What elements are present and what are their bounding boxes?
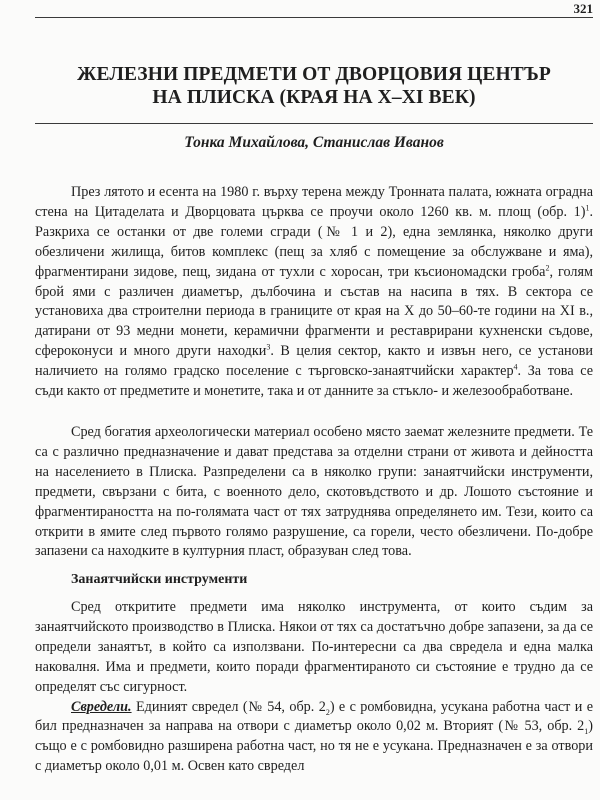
- title-line-1: ЖЕЛЕЗНИ ПРЕДМЕТИ ОТ ДВОРЦОВИЯ ЦЕНТЪР: [77, 64, 551, 85]
- article-title: [35, 63, 593, 109]
- text-span: През лятото и есента на 1980 г. върху терена между Тронната палата, южната оградна стена на Цитаделата и Дворцовата църква се проучи около 1260 кв. м. площ (обр. 1): [35, 184, 593, 220]
- figure-subscript: 1: [584, 727, 589, 737]
- section-heading: Занаятчийски инструменти: [71, 572, 248, 587]
- text-span: ) е с ромбовидна, усукана работна част и е бил предназначен за направа на отвори с диаметър около 0,02 м. Вторият (№ 53, обр. 2: [35, 698, 593, 735]
- paragraph-4: [35, 698, 593, 778]
- running-header: [35, 0, 593, 18]
- footnote-ref[interactable]: 3: [266, 342, 271, 352]
- text-span: . Разкриха се останки от две големи сгради (№ 1 и 2), една землянка, няколко други обезличени жилища, битов комплекс (пещ за хляб с помещение за обслужване и яма), фрагментирани зидове, пещ, зидана от тухли с хоросан, три късиономадски гроба: [35, 203, 593, 280]
- text-span: , голям брой ями с различен диаметър, дълбочина и състав на насипа в тях. В сектора се установиха два строителни периода в границите от края на X до 50–60-те години на XI в., датирани от 93 медни монети, керамични фрагменти и реставрирани кухненски съдове, сфероконуси и много други находки: [35, 263, 593, 360]
- page-number: 321: [573, 1, 593, 16]
- paragraph-2: [35, 423, 593, 562]
- footnote-ref[interactable]: 1: [585, 203, 590, 213]
- text-span: . За това се съди както от предметите и монетите, така и от данните за стъкло- и железообработване.: [35, 363, 593, 400]
- paragraph-text: Сред богатия археологически материал особено място заемат железните предмети. Те са с различно предназначение и дават представа за отделни страни от живота и дейността на населението в Плиска. Разпределени са в няколко групи: занаятчийски инструменти, предмети, свързани с бита, с военното дело, скотовъдството и др. Лошото състояние и фрагментираността на по-голямата част от тях затруднява определянето им. Тези, които са открити в ямите след първото голямо разрушение, са горели, често обезличени. По-добре запазени са находките в културния пласт, образуван след това.: [35, 424, 593, 560]
- paragraph-text: Сред откритите предмети има няколко инструмента, от които съдим за занаятчийското производство в Плиска. Някои от тях са достатъчно добре запазени, за да се определи занаятът, в който са използвани. По-интересни са два свредела и една малка наковалня. Има и предмети, които поради фрагментираното си състояние е трудно да се определят със сигурност.: [35, 599, 593, 695]
- text-span: ) също е с ромбовидно разширена работна част, но тя не е усукана. Предназначен е за отвори с диаметър около 0,01 м. Освен като свредел: [35, 718, 593, 775]
- text-span: Единият свредел (№ 54, обр. 2: [131, 698, 326, 715]
- text-span: . В целия сектор, както и извън него, се установи наличието на голямо градско поселение с търговско-занаятчийски характер: [35, 343, 593, 380]
- run-in-heading: Свредели.: [71, 698, 132, 715]
- footnote-ref[interactable]: 2: [545, 262, 550, 272]
- title-line-2: НА ПЛИСКА (КРАЯ НА X–XI ВЕК): [152, 87, 476, 108]
- paragraph-3: [35, 598, 593, 777]
- title-divider: [35, 123, 593, 124]
- article-authors: Тонка Михайлова, Станислав Иванов: [184, 134, 444, 151]
- paragraph-1: [35, 183, 593, 402]
- figure-subscript: 2: [325, 707, 330, 717]
- footnote-ref[interactable]: 4: [513, 362, 518, 372]
